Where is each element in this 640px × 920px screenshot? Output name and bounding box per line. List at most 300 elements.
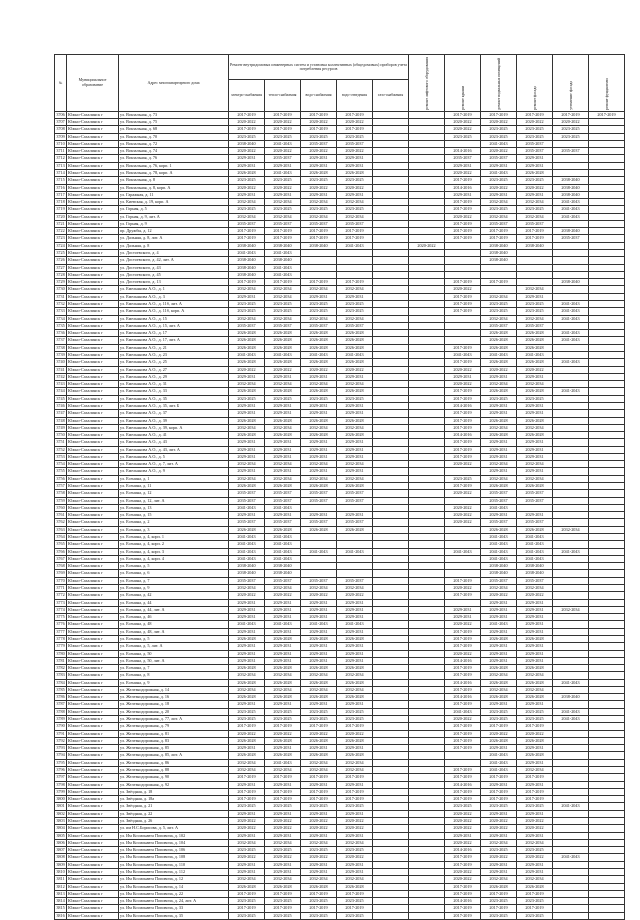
- municipality-cell: Южно-Сахалинск г: [67, 228, 119, 235]
- period-cell: 2038-2040: [481, 570, 517, 577]
- table-row: [55, 526, 625, 533]
- period-cell: [517, 250, 553, 257]
- period-cell: [373, 788, 409, 795]
- period-cell: [589, 577, 625, 584]
- period-cell: 2032-2034: [265, 315, 301, 322]
- period-cell: 2038-2040: [229, 271, 265, 278]
- row-number-cell: 3759: [56, 497, 65, 503]
- period-cell: 2029-2031: [481, 446, 517, 453]
- row-number-cell: 3732: [56, 301, 65, 307]
- row-number-cell: 3747: [56, 410, 65, 416]
- period-cell: 2017-2019: [445, 861, 481, 868]
- period-cell: [373, 286, 409, 293]
- row-number-cell: 3707: [56, 118, 65, 124]
- period-cell: [589, 148, 625, 155]
- period-cell: 2029-2031: [337, 701, 373, 708]
- period-cell: 2029-2031: [481, 373, 517, 380]
- period-cell: 2017-2019: [445, 344, 481, 351]
- period-cell: 2017-2019: [301, 235, 337, 242]
- period-cell: [553, 344, 589, 351]
- period-cell: [589, 410, 625, 417]
- period-cell: 2032-2034: [517, 584, 553, 591]
- table-row: [55, 169, 625, 176]
- period-cell: [373, 854, 409, 861]
- period-cell: [589, 737, 625, 744]
- period-cell: 2017-2019: [301, 228, 337, 235]
- period-cell: 2026-2028: [481, 359, 517, 366]
- period-cell: [409, 686, 445, 693]
- address-cell: ул. Железнодорожная, д. 88: [119, 767, 229, 774]
- period-cell: [445, 752, 481, 759]
- period-cell: [409, 650, 445, 657]
- period-cell: 2026-2028: [517, 344, 553, 351]
- municipality-cell: Южно-Сахалинск г: [67, 883, 119, 890]
- period-cell: 2023-2025: [481, 395, 517, 402]
- header-gas: газо-снабжения: [373, 80, 409, 111]
- period-cell: 2029-2031: [517, 191, 553, 198]
- period-cell: 2029-2031: [337, 373, 373, 380]
- period-cell: 2029-2031: [265, 650, 301, 657]
- row-number-cell: 3741: [56, 366, 65, 372]
- period-cell: 2026-2028: [229, 694, 265, 701]
- period-cell: [373, 883, 409, 890]
- period-cell: 2038-2040: [517, 242, 553, 249]
- period-cell: 2032-2034: [481, 672, 517, 679]
- period-cell: [553, 570, 589, 577]
- period-cell: [301, 257, 337, 264]
- period-cell: 2023-2025: [229, 301, 265, 308]
- period-cell: 2023-2025: [445, 475, 481, 482]
- period-cell: [589, 723, 625, 730]
- period-cell: 2029-2031: [301, 628, 337, 635]
- table-row: [55, 890, 625, 897]
- row-number-cell: 3786: [56, 694, 65, 700]
- period-cell: [409, 388, 445, 395]
- table-row: [55, 322, 625, 329]
- period-cell: 2029-2031: [301, 650, 337, 657]
- period-cell: [373, 817, 409, 824]
- period-cell: 2029-2031: [517, 599, 553, 606]
- table-row: [55, 519, 625, 526]
- period-cell: [553, 898, 589, 905]
- table-row: [55, 541, 625, 548]
- period-cell: [409, 177, 445, 184]
- period-cell: 2017-2019: [337, 905, 373, 912]
- period-cell: [589, 417, 625, 424]
- table-row: [55, 512, 625, 519]
- period-cell: [553, 169, 589, 176]
- period-cell: [589, 366, 625, 373]
- period-cell: 2035-2037: [229, 519, 265, 526]
- capital-repair-schedule-sheet: [54, 54, 616, 920]
- period-cell: 2026-2028: [229, 432, 265, 439]
- period-cell: [589, 832, 625, 839]
- row-number-cell: 3810: [56, 868, 65, 874]
- period-cell: 2035-2037: [265, 155, 301, 162]
- period-cell: 2041-2043: [553, 213, 589, 220]
- period-cell: 2035-2037: [481, 220, 517, 227]
- period-cell: 2029-2031: [517, 832, 553, 839]
- period-cell: 2041-2043: [301, 548, 337, 555]
- period-cell: 2035-2037: [337, 220, 373, 227]
- period-cell: 2017-2019: [301, 279, 337, 286]
- period-cell: 2020-2022: [481, 825, 517, 832]
- period-cell: [409, 665, 445, 672]
- municipality-cell: Южно-Сахалинск г: [67, 650, 119, 657]
- municipality-cell: Южно-Сахалинск г: [67, 541, 119, 548]
- period-cell: 2029-2031: [265, 468, 301, 475]
- table-row: [55, 286, 625, 293]
- municipality-cell: Южно-Сахалинск г: [67, 118, 119, 125]
- municipality-cell: Южно-Сахалинск г: [67, 126, 119, 133]
- period-cell: [373, 694, 409, 701]
- municipality-cell: Южно-Сахалинск г: [67, 468, 119, 475]
- period-cell: 2029-2031: [517, 162, 553, 169]
- period-cell: 2017-2019: [445, 912, 481, 919]
- address-cell: ул. Емельянова А.О., д. 9: [119, 468, 229, 475]
- table-row: [55, 752, 625, 759]
- period-cell: 2029-2031: [481, 439, 517, 446]
- period-cell: [373, 490, 409, 497]
- period-cell: [589, 759, 625, 766]
- period-cell: 2029-2031: [265, 402, 301, 409]
- period-cell: 2029-2031: [517, 628, 553, 635]
- address-cell: ул. Емельянова А.О., д. 17, лит. А: [119, 337, 229, 344]
- period-cell: [589, 701, 625, 708]
- period-cell: 2017-2019: [481, 235, 517, 242]
- period-cell: 2017-2019: [445, 410, 481, 417]
- municipality-cell: Южно-Сахалинск г: [67, 745, 119, 752]
- period-cell: 2035-2037: [481, 490, 517, 497]
- period-cell: 2020-2022: [301, 592, 337, 599]
- period-cell: [589, 890, 625, 897]
- period-cell: 2023-2025: [445, 133, 481, 140]
- address-cell: ул. Вокзальная, д. 78, корп. А: [119, 169, 229, 176]
- period-cell: 2017-2019: [445, 177, 481, 184]
- period-cell: [409, 279, 445, 286]
- period-cell: 2032-2034: [517, 475, 553, 482]
- period-cell: 2035-2037: [265, 497, 301, 504]
- period-cell: 2029-2031: [517, 868, 553, 875]
- municipality-cell: Южно-Сахалинск г: [67, 708, 119, 715]
- period-cell: 2017-2019: [445, 199, 481, 206]
- period-cell: [589, 716, 625, 723]
- table-row: [55, 483, 625, 490]
- period-cell: 2020-2022: [445, 825, 481, 832]
- period-cell: 2020-2022: [445, 621, 481, 628]
- period-cell: 2026-2028: [229, 337, 265, 344]
- period-cell: 2026-2028: [337, 883, 373, 890]
- header-basement: ремонт подвальных помещений: [481, 55, 517, 112]
- period-cell: [373, 453, 409, 460]
- period-cell: 2029-2031: [265, 832, 301, 839]
- address-cell: ул. Емельянова А.О., д. 39, корп. А: [119, 424, 229, 431]
- municipality-cell: Южно-Сахалинск г: [67, 373, 119, 380]
- period-cell: [589, 337, 625, 344]
- period-cell: [373, 483, 409, 490]
- period-cell: 2041-2043: [553, 548, 589, 555]
- period-cell: 2029-2031: [517, 810, 553, 817]
- period-cell: [409, 213, 445, 220]
- period-cell: [409, 250, 445, 257]
- address-cell: ул. Есенина, д. 4, корп. 4: [119, 555, 229, 562]
- period-cell: 2032-2034: [517, 199, 553, 206]
- address-cell: ул. Есенина, д. 9: [119, 679, 229, 686]
- period-cell: [589, 767, 625, 774]
- table-row: [55, 148, 625, 155]
- period-cell: 2029-2031: [445, 832, 481, 839]
- row-number-cell: 3731: [56, 293, 65, 299]
- address-cell: ул. Им Космонавта Поповича, д. 102: [119, 832, 229, 839]
- period-cell: [373, 250, 409, 257]
- municipality-cell: Южно-Сахалинск г: [67, 796, 119, 803]
- address-cell: ул. Им Космонавта Поповича, д. 14: [119, 883, 229, 890]
- table-row: [55, 716, 625, 723]
- period-cell: 2020-2022: [337, 730, 373, 737]
- period-cell: [301, 555, 337, 562]
- table-row: [55, 767, 625, 774]
- period-cell: 2029-2031: [229, 745, 265, 752]
- table-row: [55, 228, 625, 235]
- period-cell: 2026-2028: [337, 388, 373, 395]
- municipality-cell: Южно-Сахалинск г: [67, 453, 119, 460]
- period-cell: [589, 432, 625, 439]
- period-cell: [409, 315, 445, 322]
- period-cell: 2014-2016: [445, 847, 481, 854]
- period-cell: 2020-2022: [265, 592, 301, 599]
- period-cell: [373, 133, 409, 140]
- period-cell: [553, 220, 589, 227]
- period-cell: 2029-2031: [229, 781, 265, 788]
- period-cell: 2032-2034: [229, 686, 265, 693]
- period-cell: 2026-2028: [229, 665, 265, 672]
- period-cell: 2029-2031: [265, 868, 301, 875]
- period-cell: [589, 301, 625, 308]
- period-cell: 2017-2019: [481, 723, 517, 730]
- period-cell: 2023-2025: [301, 395, 337, 402]
- period-cell: 2020-2022: [229, 592, 265, 599]
- municipality-cell: Южно-Сахалинск г: [67, 148, 119, 155]
- period-cell: [589, 359, 625, 366]
- period-cell: [373, 271, 409, 278]
- period-cell: 2041-2043: [481, 504, 517, 511]
- period-cell: 2026-2028: [301, 337, 337, 344]
- period-cell: 2029-2031: [301, 453, 337, 460]
- period-cell: 2029-2031: [229, 701, 265, 708]
- period-cell: 2029-2031: [301, 606, 337, 613]
- period-cell: 2029-2031: [517, 402, 553, 409]
- period-cell: 2020-2022: [229, 366, 265, 373]
- period-cell: [553, 519, 589, 526]
- row-number-cell: 3715: [56, 177, 65, 183]
- period-cell: 2020-2022: [481, 118, 517, 125]
- municipality-cell: Южно-Сахалинск г: [67, 191, 119, 198]
- period-cell: [553, 322, 589, 329]
- municipality-cell: Южно-Сахалинск г: [67, 213, 119, 220]
- municipality-cell: Южно-Сахалинск г: [67, 497, 119, 504]
- table-row: [55, 424, 625, 431]
- period-cell: 2020-2022: [445, 868, 481, 875]
- period-cell: [373, 220, 409, 227]
- period-cell: [409, 694, 445, 701]
- table-row: [55, 359, 625, 366]
- row-number-cell: 3815: [56, 905, 65, 911]
- period-cell: 2026-2028: [229, 483, 265, 490]
- period-cell: 2041-2043: [553, 716, 589, 723]
- period-cell: 2023-2025: [229, 308, 265, 315]
- period-cell: [553, 788, 589, 795]
- table-row: [55, 213, 625, 220]
- period-cell: 2026-2028: [481, 388, 517, 395]
- period-cell: 2032-2034: [229, 381, 265, 388]
- period-cell: [373, 541, 409, 548]
- period-cell: [373, 570, 409, 577]
- period-cell: 2041-2043: [553, 708, 589, 715]
- row-number-cell: 3813: [56, 890, 65, 896]
- period-cell: 2029-2031: [301, 293, 337, 300]
- row-number-cell: 3804: [56, 825, 65, 831]
- period-cell: 2041-2043: [229, 621, 265, 628]
- period-cell: 2017-2019: [445, 737, 481, 744]
- table-row: [55, 315, 625, 322]
- table-row: [55, 563, 625, 570]
- address-cell: ул. Емельянова А.О., д. 35, лит. Б: [119, 402, 229, 409]
- period-cell: 2035-2037: [301, 519, 337, 526]
- table-row: [55, 250, 625, 257]
- period-cell: 2023-2025: [481, 803, 517, 810]
- row-number-cell: 3767: [56, 555, 65, 561]
- period-cell: 2035-2037: [229, 490, 265, 497]
- period-cell: 2032-2034: [337, 381, 373, 388]
- period-cell: [409, 847, 445, 854]
- period-cell: [445, 759, 481, 766]
- period-cell: 2026-2028: [229, 883, 265, 890]
- address-cell: ул. Емельянова А.О., д. 37: [119, 410, 229, 417]
- municipality-cell: Южно-Сахалинск г: [67, 665, 119, 672]
- address-cell: ул. Гаражная, д. 11: [119, 191, 229, 198]
- period-cell: 2020-2022: [301, 817, 337, 824]
- period-cell: 2041-2043: [265, 621, 301, 628]
- period-cell: 2032-2034: [229, 424, 265, 431]
- address-cell: ул. Звёздная, д. 18а: [119, 796, 229, 803]
- period-cell: 2029-2031: [229, 191, 265, 198]
- period-cell: [589, 228, 625, 235]
- period-cell: [445, 541, 481, 548]
- period-cell: 2017-2019: [445, 308, 481, 315]
- municipality-cell: Южно-Сахалинск г: [67, 563, 119, 570]
- period-cell: 2029-2031: [337, 512, 373, 519]
- municipality-cell: Южно-Сахалинск г: [67, 519, 119, 526]
- period-cell: 2020-2022: [517, 825, 553, 832]
- period-cell: 2017-2019: [265, 890, 301, 897]
- period-cell: 2017-2019: [229, 890, 265, 897]
- period-cell: [373, 111, 409, 118]
- period-cell: 2032-2034: [517, 876, 553, 883]
- period-cell: [589, 191, 625, 198]
- period-cell: 2032-2034: [301, 424, 337, 431]
- period-cell: [373, 912, 409, 919]
- period-cell: [553, 286, 589, 293]
- address-cell: ул. Железнодорожная, д. 86: [119, 759, 229, 766]
- table-row: [55, 395, 625, 402]
- table-row: [55, 723, 625, 730]
- period-cell: 2032-2034: [229, 315, 265, 322]
- period-cell: [553, 847, 589, 854]
- period-cell: 2029-2031: [337, 810, 373, 817]
- municipality-cell: Южно-Сахалинск г: [67, 424, 119, 431]
- period-cell: [373, 402, 409, 409]
- period-cell: 2026-2028: [517, 665, 553, 672]
- period-cell: [445, 242, 481, 249]
- period-cell: 2035-2037: [337, 497, 373, 504]
- table-row: [55, 577, 625, 584]
- period-cell: 2026-2028: [265, 694, 301, 701]
- address-cell: ул. Горная, д. 9, лит. А: [119, 213, 229, 220]
- period-cell: [553, 701, 589, 708]
- period-cell: 2017-2019: [445, 701, 481, 708]
- period-cell: [445, 534, 481, 541]
- table-row: [55, 140, 625, 147]
- period-cell: 2017-2019: [445, 228, 481, 235]
- period-cell: [553, 752, 589, 759]
- period-cell: 2026-2028: [229, 635, 265, 642]
- period-cell: 2023-2025: [265, 912, 301, 919]
- address-cell: ул. Есенина, д. 2: [119, 519, 229, 526]
- period-cell: [409, 599, 445, 606]
- period-cell: [553, 730, 589, 737]
- period-cell: 2029-2031: [265, 446, 301, 453]
- table-row: [55, 912, 625, 919]
- address-cell: ул. Железнодорожная, д. 83: [119, 737, 229, 744]
- municipality-cell: Южно-Сахалинск г: [67, 854, 119, 861]
- municipality-cell: Южно-Сахалинск г: [67, 235, 119, 242]
- period-cell: 2029-2031: [337, 781, 373, 788]
- period-cell: 2017-2019: [445, 883, 481, 890]
- period-cell: 2029-2031: [481, 606, 517, 613]
- period-cell: [409, 199, 445, 206]
- period-cell: [589, 672, 625, 679]
- table-row: [55, 701, 625, 708]
- period-cell: 2041-2043: [265, 169, 301, 176]
- period-cell: [373, 832, 409, 839]
- address-cell: ул. Вокзальная, д. 76, корп. 1: [119, 162, 229, 169]
- period-cell: 2017-2019: [445, 796, 481, 803]
- period-cell: [589, 912, 625, 919]
- address-cell: ул. Железнодорожная, д. 79: [119, 723, 229, 730]
- period-cell: 2035-2037: [229, 577, 265, 584]
- period-cell: 2026-2028: [481, 330, 517, 337]
- table-row: [55, 643, 625, 650]
- period-cell: 2032-2034: [337, 839, 373, 846]
- period-cell: [409, 490, 445, 497]
- period-cell: [553, 905, 589, 912]
- period-cell: [373, 512, 409, 519]
- period-cell: 2026-2028: [517, 483, 553, 490]
- period-cell: 2032-2034: [517, 672, 553, 679]
- period-cell: [553, 767, 589, 774]
- period-cell: 2023-2025: [337, 395, 373, 402]
- period-cell: [589, 621, 625, 628]
- period-cell: [409, 206, 445, 213]
- period-cell: [553, 555, 589, 562]
- period-cell: [409, 417, 445, 424]
- period-cell: 2035-2037: [553, 235, 589, 242]
- period-cell: [553, 737, 589, 744]
- period-cell: 2026-2028: [481, 665, 517, 672]
- row-number-cell: 3791: [56, 730, 65, 736]
- period-cell: 2017-2019: [445, 628, 481, 635]
- period-cell: 2029-2031: [265, 599, 301, 606]
